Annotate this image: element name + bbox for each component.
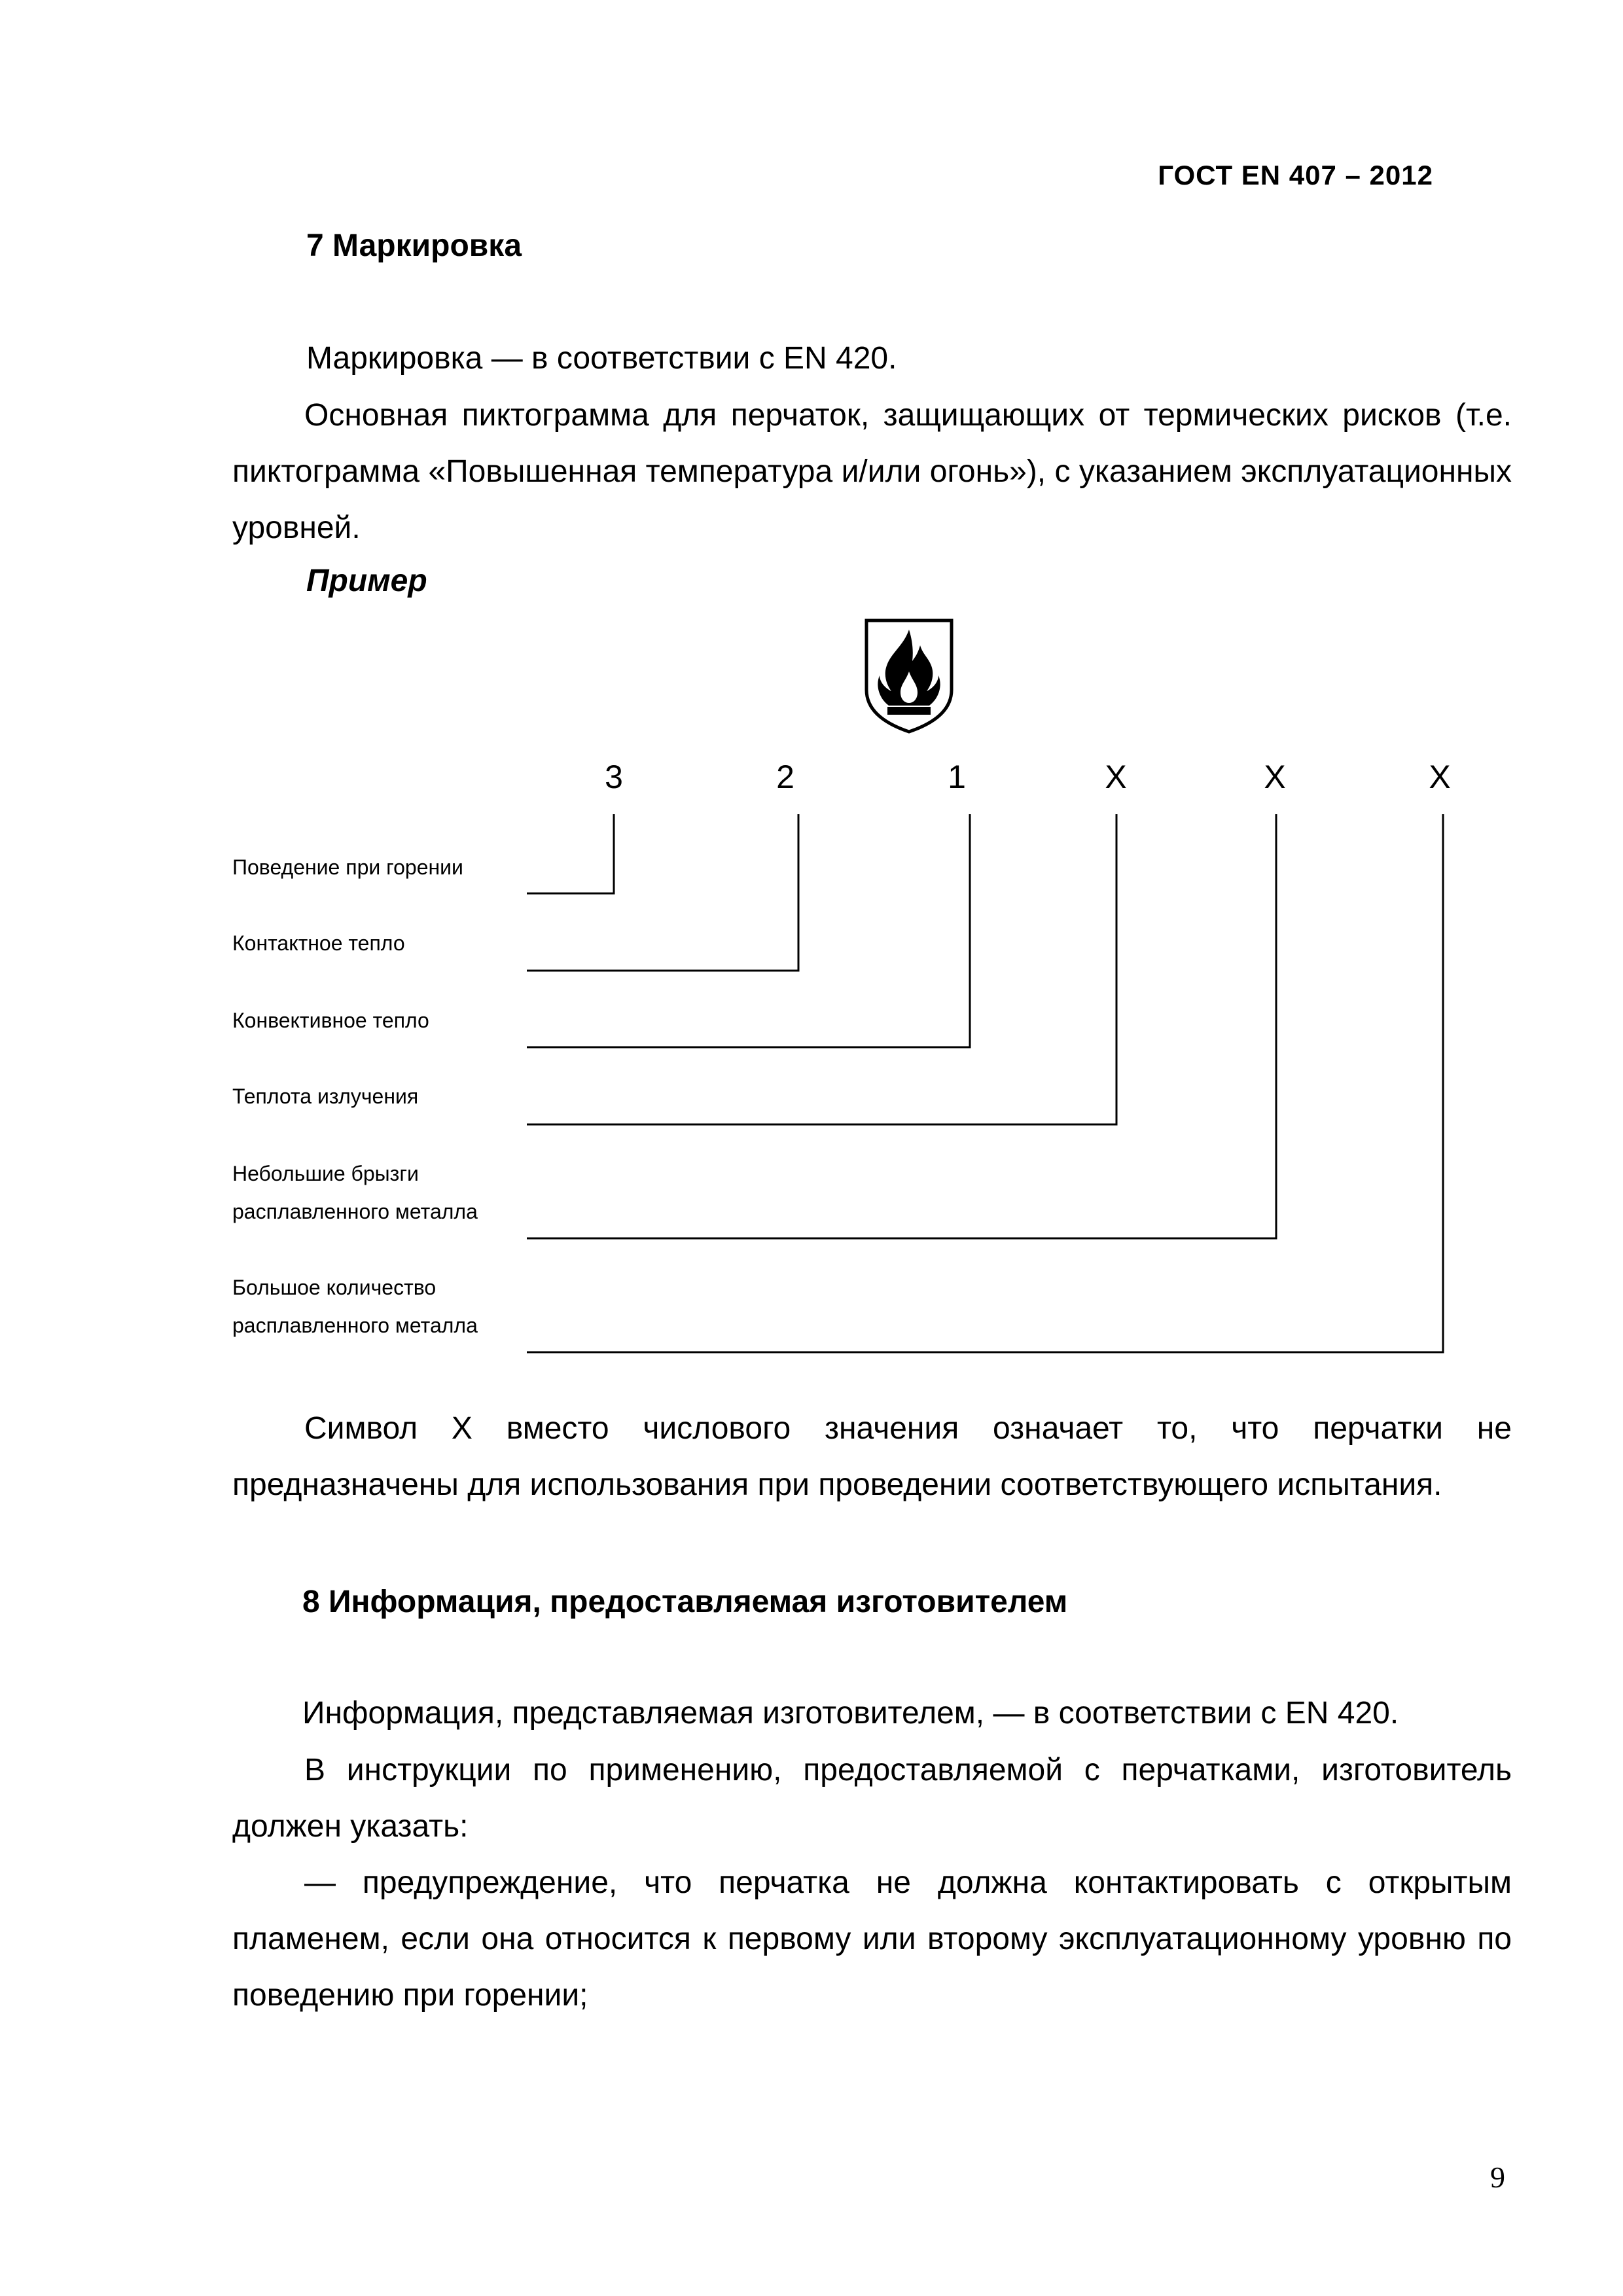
code-char-burning-behaviour: 3 xyxy=(605,759,623,795)
code-char-convective-heat: 1 xyxy=(948,759,966,795)
label-contact-heat xyxy=(232,924,405,962)
label-large-quantity-line-2: расплавленного металла xyxy=(232,1314,478,1337)
label-radiant-heat xyxy=(232,1077,418,1115)
label-radiant-heat-line-1: Теплота излучения xyxy=(232,1085,419,1108)
label-small-splashes xyxy=(232,1155,478,1230)
label-convective-heat xyxy=(232,1001,429,1039)
section-7-title: 7 Маркировка xyxy=(306,228,522,263)
section-8-paragraph-1: Информация, представляемая изготовителем, — в соответствии с EN 420. xyxy=(302,1696,1399,1731)
label-burning-behaviour xyxy=(232,848,463,886)
section-8-title: 8 Информация, предоставляемая изготовителем xyxy=(302,1585,1068,1619)
section-7-note: Символ X вместо числового значения означает то, что перчатки не предназначены для использования при проведении соответствующего испытания. xyxy=(232,1411,1512,1502)
connector-convective-heat xyxy=(527,814,970,1047)
connector-large-quantity xyxy=(527,814,1443,1352)
section-7-paragraph-2: Основная пиктограмма для перчаток, защищающих от термических рисков (т.е. пиктограмма «Повышенная температура и/или огонь»), с указанием эксплуатационных уровней. xyxy=(232,398,1512,545)
example-label: Пример xyxy=(306,564,427,598)
code-char-small-splashes: X xyxy=(1264,759,1286,795)
label-small-splashes-line-1: Небольшие брызги xyxy=(232,1162,419,1185)
section-8-paragraph-3: — предупреждение, что перчатка не должна контактировать с открытым пламенем, если она относится к первому или второму эксплуатационному уровню по поведению при горении; xyxy=(232,1865,1512,2013)
section-8-paragraph-2: В инструкции по применению, предоставляемой с перчатками, изготовитель должен указать: xyxy=(232,1753,1512,1844)
code-char-contact-heat: 2 xyxy=(776,759,794,795)
page-number: 9 xyxy=(1490,2161,1505,2194)
label-small-splashes-line-2: расплавленного металла xyxy=(232,1200,478,1223)
label-contact-heat-line-1: Контактное тепло xyxy=(232,931,405,955)
document-code: ГОСТ EN 407 – 2012 xyxy=(1158,160,1433,190)
connector-burning-behaviour xyxy=(527,814,614,893)
label-burning-behaviour-line-1: Поведение при горении xyxy=(232,855,463,879)
code-char-radiant-heat: X xyxy=(1105,759,1127,795)
connector-contact-heat xyxy=(527,814,798,971)
label-convective-heat-line-1: Конвективное тепло xyxy=(232,1009,429,1032)
label-large-quantity xyxy=(232,1268,478,1344)
flame-shield-icon xyxy=(864,618,954,734)
connector-small-splashes xyxy=(527,814,1276,1238)
label-large-quantity-line-1: Большое количество xyxy=(232,1276,437,1299)
code-char-large-quantity: X xyxy=(1429,759,1451,795)
section-7-paragraph-1: Маркировка — в соответствии с EN 420. xyxy=(306,341,897,376)
connector-radiant-heat xyxy=(527,814,1116,1124)
